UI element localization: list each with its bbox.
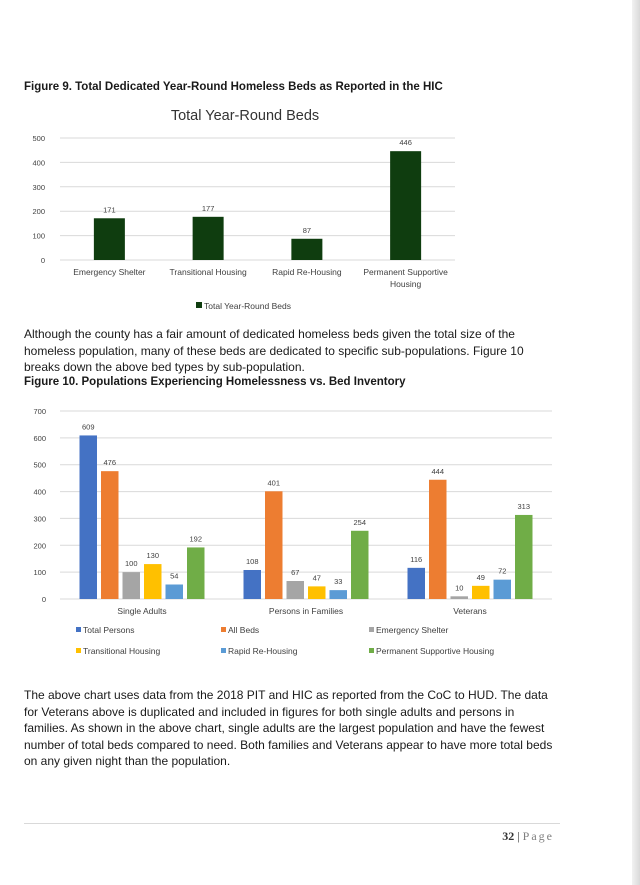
data-label: 54 xyxy=(170,571,179,581)
x-tick-label: Veterans xyxy=(453,606,487,616)
legend-swatch xyxy=(369,627,374,632)
legend-label: All Beds xyxy=(228,625,260,635)
chart-title: Total Year-Round Beds xyxy=(170,108,320,124)
x-tick-label: Permanent Supportive xyxy=(363,267,448,277)
bar-total-persons-single-adults xyxy=(80,435,98,599)
figure-10-chart xyxy=(0,400,640,670)
x-tick-label: Single Adults xyxy=(117,606,167,616)
page-separator: | xyxy=(517,829,520,843)
bar-emergency-shelter-veterans xyxy=(451,596,469,599)
page-footer xyxy=(502,829,554,844)
bar-rapid-re-housing-persons-in-families xyxy=(330,590,348,599)
data-label: 401 xyxy=(267,478,281,488)
figure-9-chart xyxy=(0,100,640,320)
legend-swatch xyxy=(221,627,226,632)
data-label: 177 xyxy=(201,203,215,213)
data-label: 476 xyxy=(103,458,117,468)
bar-total-persons-persons-in-families xyxy=(244,570,262,599)
data-label: 67 xyxy=(291,568,300,578)
bar-emergency-shelter-single-adults xyxy=(123,572,141,599)
data-label: 49 xyxy=(476,572,485,582)
data-label: 444 xyxy=(431,466,445,476)
y-tick-label: 300 xyxy=(33,514,46,524)
bar-all-beds-persons-in-families xyxy=(265,491,283,599)
y-tick-label: 200 xyxy=(33,541,46,551)
bar-all-beds-single-adults xyxy=(101,471,119,599)
data-label: 100 xyxy=(124,559,138,569)
x-tick-label: Emergency Shelter xyxy=(73,267,146,277)
x-tick-label: Transitional Housing xyxy=(169,267,247,277)
page-label: Page xyxy=(522,829,554,843)
y-tick-label: 500 xyxy=(32,134,45,143)
data-label: 33 xyxy=(334,577,343,587)
legend-swatch xyxy=(76,627,81,632)
figure-9-caption: Figure 9. Total Dedicated Year-Round Homeless Beds as Reported in the HIC xyxy=(24,81,443,93)
bar-all-beds-veterans xyxy=(429,480,447,599)
data-label: 72 xyxy=(498,566,507,576)
y-tick-label: 500 xyxy=(33,460,46,470)
bar-total-persons-veterans xyxy=(408,568,426,599)
y-tick-label: 200 xyxy=(32,207,45,217)
bar-permanent-supportive-housing-veterans xyxy=(515,515,533,599)
y-tick-label: 0 xyxy=(40,256,45,265)
legend-swatch xyxy=(221,648,226,653)
legend-label: Permanent Supportive Housing xyxy=(376,646,495,656)
data-label: 87 xyxy=(302,225,312,235)
data-label: 130 xyxy=(146,551,160,561)
x-tick-label: Rapid Re-Housing xyxy=(272,267,342,277)
y-tick-label: 400 xyxy=(33,487,46,497)
data-label: 116 xyxy=(410,554,423,564)
data-label: 47 xyxy=(312,573,321,583)
y-tick-label: 700 xyxy=(33,407,46,416)
data-label: 171 xyxy=(103,205,116,215)
legend-label: Transitional Housing xyxy=(83,646,161,656)
page-number: 32 xyxy=(502,829,515,843)
data-label: 108 xyxy=(245,556,259,566)
legend-label: Emergency Shelter xyxy=(376,625,449,635)
x-tick-label: Persons in Families xyxy=(268,606,344,616)
legend-label: Total Persons xyxy=(83,625,135,635)
data-label: 10 xyxy=(455,583,464,593)
legend-label: Total Year-Round Beds xyxy=(204,301,291,311)
legend-swatch xyxy=(76,648,81,653)
figure-10-caption: Figure 10. Populations Experiencing Homelessness vs. Bed Inventory xyxy=(24,376,406,388)
bar-permanent-supportive-housing-persons-in-families xyxy=(351,531,369,599)
data-label: 609 xyxy=(81,422,95,432)
paragraph-chart-explanation: The above chart uses data from the 2018 PIT and HIC as reported from the CoC to HUD. The data for Veterans above is duplicated and included in figures for both single adults and persons in families. As shown in the above chart, single adults are the largest population and have the fewest number of total beds compared to need. Both families and Veterans appear to have more total beds on any given night than the population. xyxy=(24,688,553,768)
bar-transitional-housing xyxy=(193,217,224,260)
y-tick-label: 400 xyxy=(32,158,45,168)
bar-permanent-supportive-housing xyxy=(390,151,421,260)
paragraph-bed-overview: Although the county has a fair amount of dedicated homeless beds given the total size of the homeless population, many of these beds are dedicated to specific sub-populations. Figure 10 breaks down the above bed types by sub-population. xyxy=(24,327,524,374)
y-tick-label: 100 xyxy=(32,231,45,241)
y-tick-label: 0 xyxy=(41,595,46,604)
bar-rapid-re-housing xyxy=(291,239,322,260)
bar-transitional-housing-persons-in-families xyxy=(308,586,326,599)
bar-transitional-housing-veterans xyxy=(472,586,490,599)
x-tick-label: Housing xyxy=(390,279,422,289)
bar-rapid-re-housing-single-adults xyxy=(166,584,184,599)
data-label: 192 xyxy=(189,534,203,544)
y-tick-label: 100 xyxy=(33,568,46,578)
bar-emergency-shelter-persons-in-families xyxy=(287,581,305,599)
data-label: 313 xyxy=(517,501,531,511)
bar-rapid-re-housing-veterans xyxy=(494,580,512,599)
data-label: 446 xyxy=(399,138,412,148)
legend-label: Rapid Re-Housing xyxy=(228,646,298,656)
bar-transitional-housing-single-adults xyxy=(144,564,162,599)
bar-emergency-shelter xyxy=(94,218,125,260)
data-label: 254 xyxy=(353,517,367,527)
legend-swatch xyxy=(196,302,202,308)
legend-swatch xyxy=(369,648,374,653)
y-tick-label: 600 xyxy=(33,433,46,443)
footer-divider xyxy=(24,823,560,824)
bar-permanent-supportive-housing-single-adults xyxy=(187,547,205,599)
y-tick-label: 300 xyxy=(32,182,45,192)
